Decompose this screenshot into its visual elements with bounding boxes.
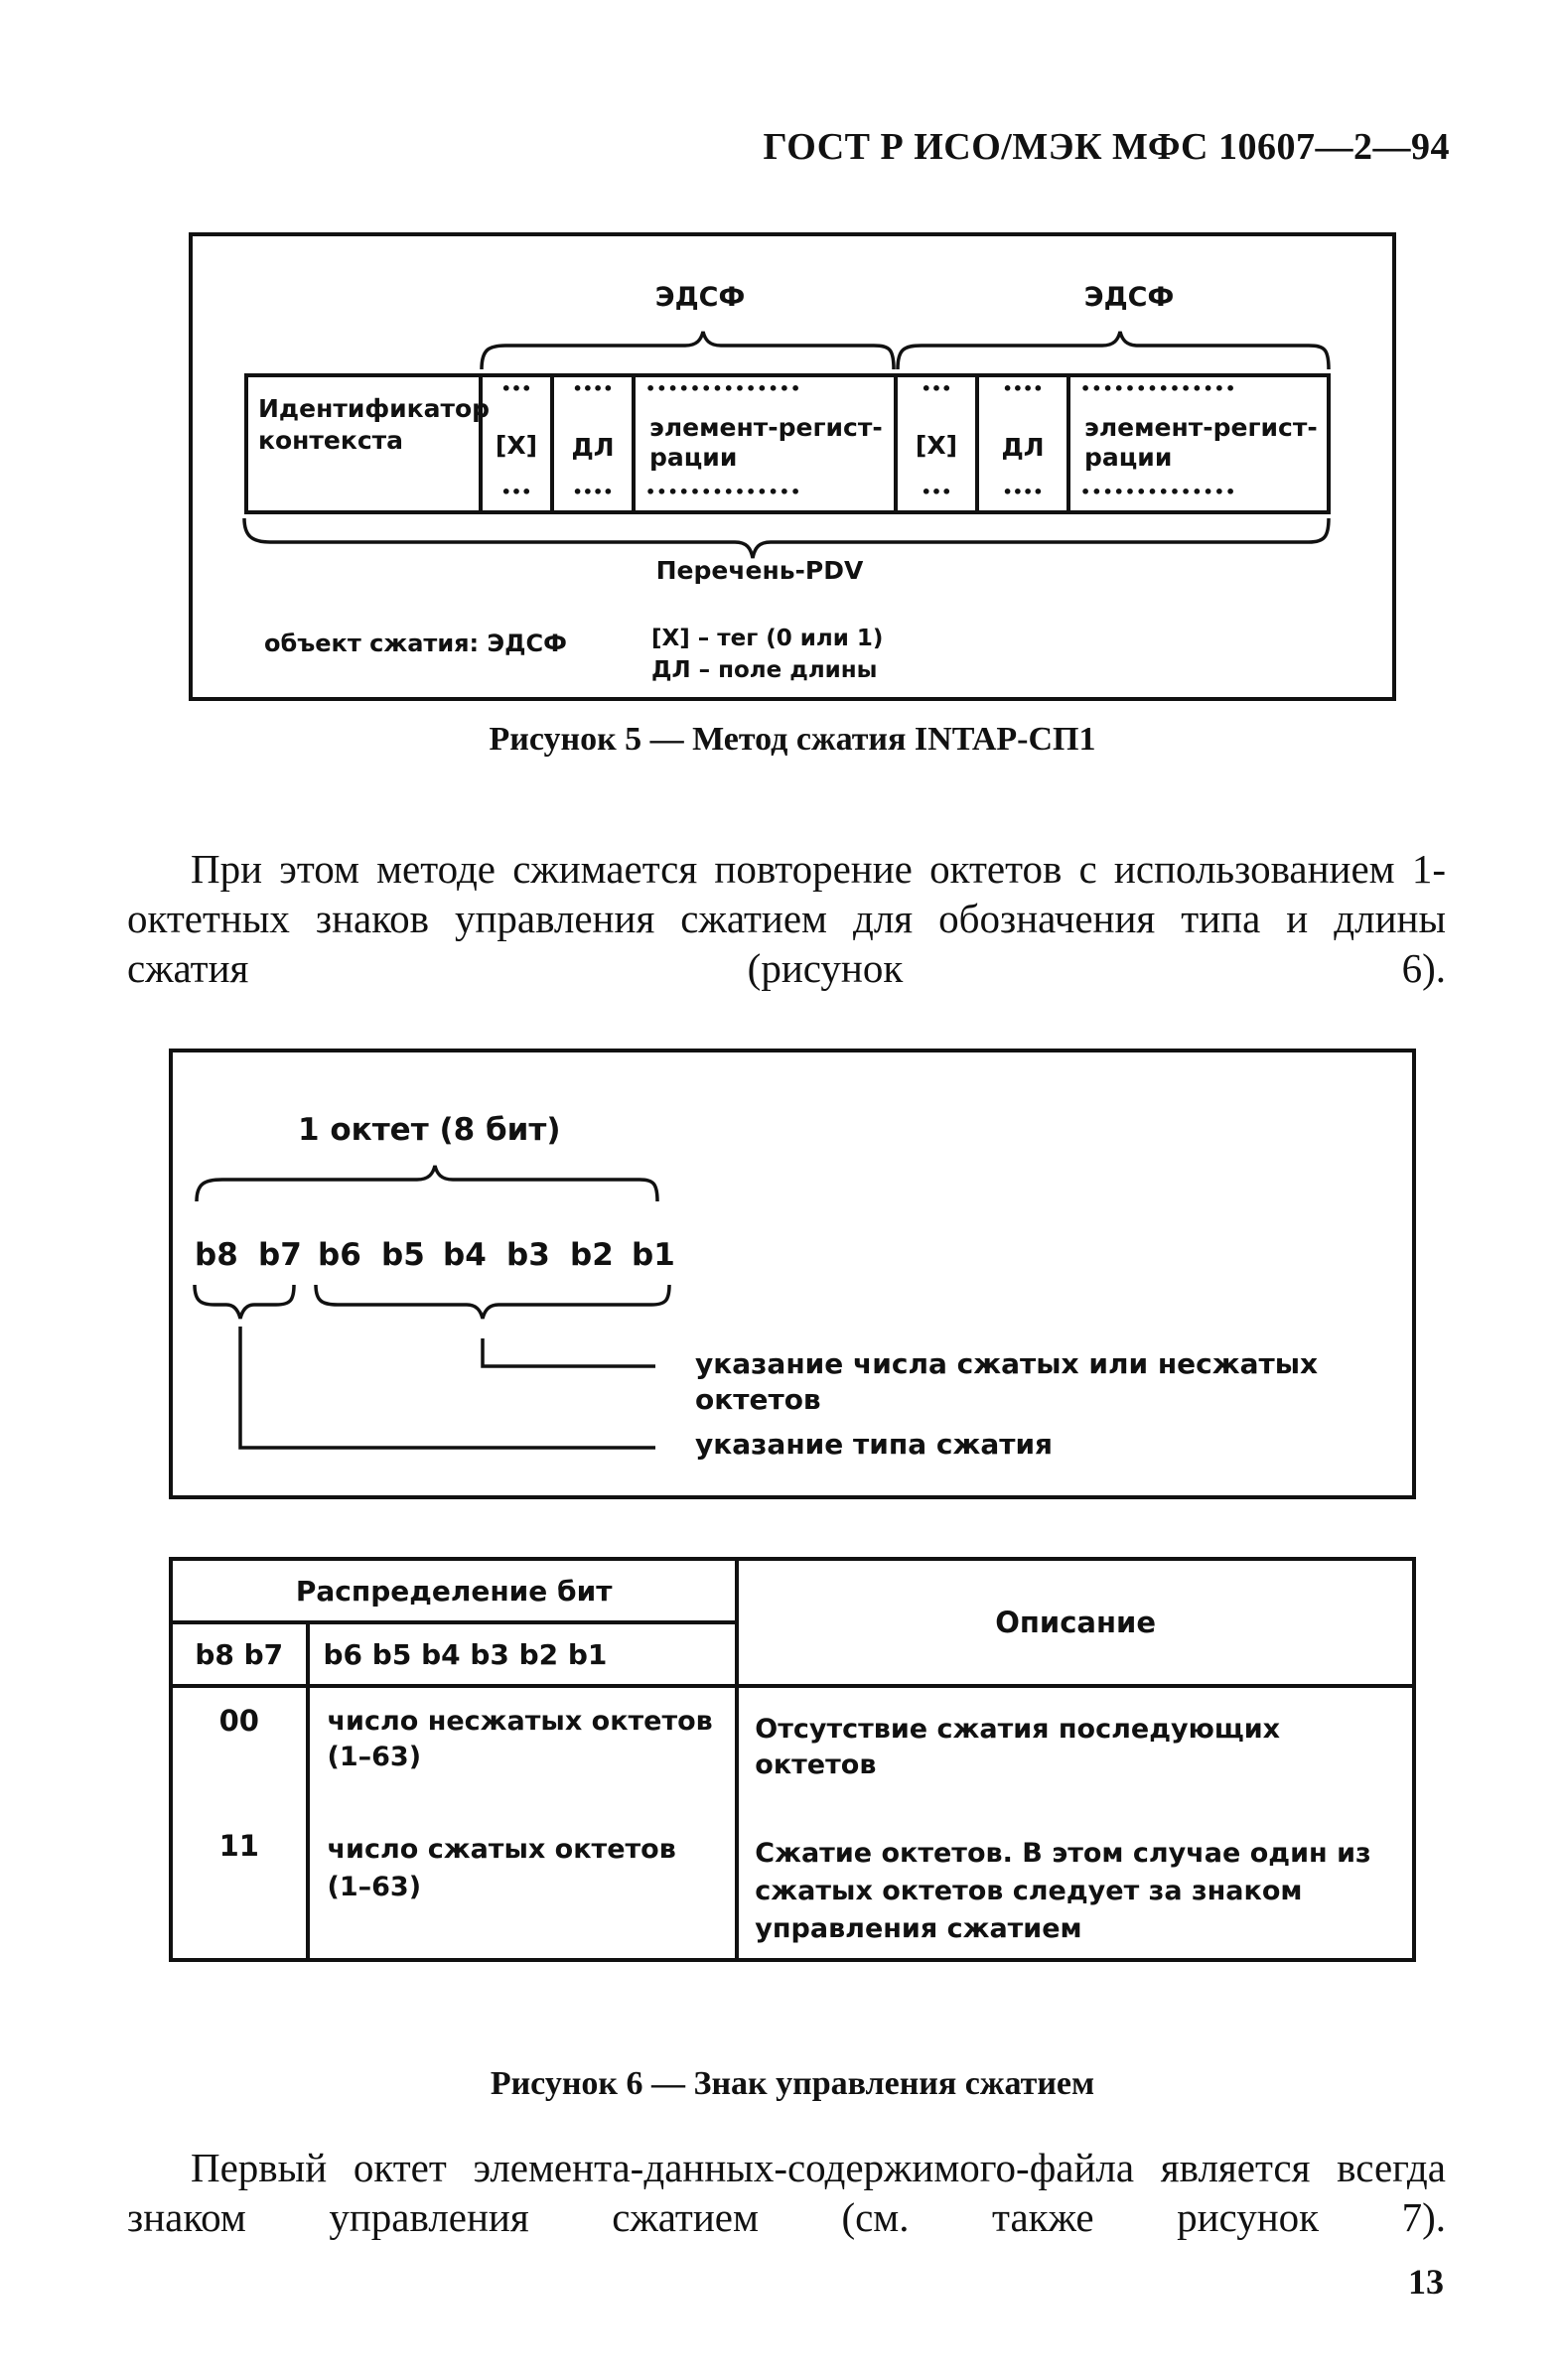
type-indication-label: указание типа сжатия: [695, 1428, 1054, 1461]
element-label: элемент-регист- рации: [649, 413, 883, 472]
bit-b4: b4: [443, 1237, 487, 1273]
dots: ••••: [1002, 483, 1044, 501]
description-cell: Отсутствие сжатия последующих октетов: [737, 1686, 1414, 1817]
count-brace: [316, 1285, 669, 1319]
pdv-brace: [244, 518, 1329, 558]
code-cell: 00: [171, 1686, 308, 1817]
bits-cell: число сжатых октетов (1–63): [308, 1817, 738, 1960]
length-label: ДЛ: [571, 433, 615, 462]
header-b8-b7: b8 b7: [171, 1622, 308, 1686]
type-brace: [195, 1285, 294, 1319]
context-id-cell: [244, 373, 491, 514]
length-cell-2: [975, 373, 1070, 514]
table-row: [171, 1817, 1414, 1960]
dots: ••••••••••••••: [645, 379, 802, 398]
octet-label: 1 октет (8 бит): [298, 1112, 561, 1148]
pdv-list-label: Перечень-PDV: [655, 556, 864, 585]
bit-b1: b1: [632, 1237, 675, 1273]
bit-b2: b2: [570, 1237, 614, 1273]
edsf-left-brace: [482, 332, 894, 369]
length-label: ДЛ: [1001, 433, 1045, 462]
bit-b5: b5: [381, 1237, 425, 1273]
edsf-label-left: ЭДСФ: [654, 282, 746, 313]
dots: •••: [500, 483, 532, 501]
header-bit-allocation: Распределение бит: [171, 1559, 737, 1622]
element-label: элемент-регист- рации: [1084, 413, 1318, 472]
description-cell: Сжатие октетов. В этом случае один из сжатых октетов следует за знаком управления сжатием: [737, 1817, 1414, 1960]
dots: ••••: [1002, 379, 1044, 398]
bits-cell: число несжатых октетов (1–63): [308, 1686, 738, 1817]
count-leader: [483, 1338, 655, 1366]
dots: •••: [921, 379, 952, 398]
dots: ••••: [572, 483, 614, 501]
compression-object-label: объект сжатия: ЭДСФ: [264, 630, 567, 657]
dots: ••••••••••••••: [1080, 379, 1237, 398]
type-leader: [240, 1327, 655, 1448]
legend-length: ДЛ – поле длины: [651, 657, 878, 683]
octet-brace: [197, 1166, 657, 1201]
bit-b7: b7: [258, 1237, 302, 1273]
paragraph-1: При этом методе сжимается повторение октетов с использованием 1-октетных знаков управления сжатием для обозначения типа и длины сжатия (рисунок 6).: [127, 846, 1446, 991]
element-cell-1: [632, 373, 898, 514]
bit-b3: b3: [506, 1237, 550, 1273]
header-description: Описание: [737, 1559, 1414, 1686]
figure-5-braces: [0, 0, 1563, 695]
length-cell-1: [550, 373, 636, 514]
dots: ••••••••••••••: [645, 483, 802, 501]
table-row: [171, 1686, 1414, 1817]
document-header: ГОСТ Р ИСО/МЭК МФС 10607—2—94: [763, 126, 1450, 168]
tag-cell-2: [894, 373, 979, 514]
figure-6-caption: Рисунок 6 — Знак управления сжатием: [490, 2065, 1095, 2102]
tag-cell-1: [479, 373, 554, 514]
page-number: 13: [1408, 2262, 1444, 2302]
dots: •••: [500, 379, 532, 398]
figure-5-caption: Рисунок 5 — Метод сжатия INTAP-СП1: [489, 721, 1096, 758]
bit-b8: b8: [195, 1237, 238, 1273]
header-b6-b1: b6 b5 b4 b3 b2 b1: [308, 1622, 738, 1686]
edsf-label-right: ЭДСФ: [1083, 282, 1175, 313]
count-indication-label: указание числа сжатых или несжатых октетов: [695, 1347, 1319, 1416]
dots: ••••: [572, 379, 614, 398]
legend-tag: [X] – тег (0 или 1): [651, 626, 884, 651]
edsf-right-brace: [898, 332, 1329, 369]
code-cell: 11: [171, 1817, 308, 1960]
context-id-label: Идентификатор контекста: [258, 394, 491, 455]
tag-label: [X]: [495, 431, 538, 460]
dots: •••: [921, 483, 952, 501]
bit-b6: b6: [318, 1237, 361, 1273]
bit-allocation-table: [169, 1557, 1416, 1962]
paragraph-2: Первый октет элемента-данных-содержимого-файла является всегда знаком управления сжатием (см. также рисунок 7).: [127, 2145, 1446, 2240]
dots: ••••••••••••••: [1080, 483, 1237, 501]
element-cell-2: [1066, 373, 1331, 514]
tag-label: [X]: [915, 431, 958, 460]
